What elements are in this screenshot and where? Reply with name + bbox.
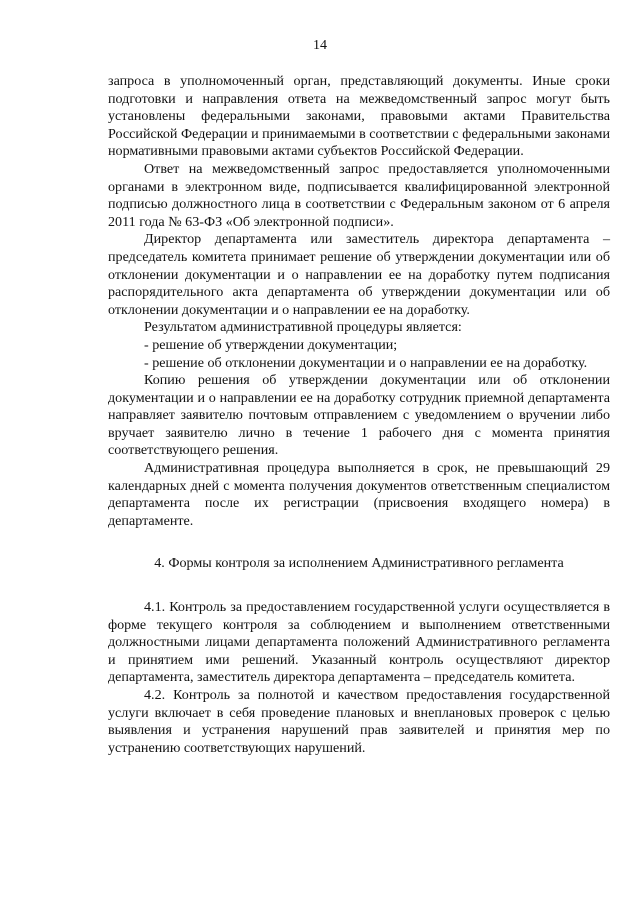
paragraph-4-1: 4.1. Контроль за предоставлением государственной услуги осуществляется в форме текущего контроля за соблюдением и выполнением ответственными должностными лицами департамента положений Административного регламента и принятием ими решений. Указанный контроль осуществляют директор департамента, заместитель директора департамента – председатель комитета. — [108, 599, 610, 686]
paragraph-decision-copy: Копию решения об утверждении документации или об отклонении документации и о направлении ее на доработку сотрудник приемной департамента направляет заявителю почтовым отправлением с уведомлением о вручении либо вручает заявителю лично в течение 1 рабочего дня с момента принятия соответствующего решения. — [108, 372, 610, 459]
page-number: 14 — [313, 38, 327, 53]
paragraph-4-2: 4.2. Контроль за полнотой и качеством предоставления государственной услуги включает в себя проведение плановых и внеплановых проверок с целью выявления и устранения нарушений прав заявителей и принятия мер по устранению соответствующих нарушений. — [108, 687, 610, 756]
paragraph-result-intro: Результатом административной процедуры является: — [144, 319, 462, 336]
paragraph-director-decision: Директор департамента или заместитель директора департамента – председатель комитета принимает решение об утверждении документации или об отклонении документации и о направлении ее на доработку путем подписания распорядительного акта департамента об утверждении документации или об отклонении документации и о направлении ее на доработку. — [108, 231, 610, 318]
section-heading: 4. Формы контроля за исполнением Административного регламента — [154, 555, 564, 572]
paragraph-continuation: запроса в уполномоченный орган, представляющий документы. Иные сроки подготовки и направления ответа на межведомственный запрос могут быть установлены федеральными законами, правовыми актами Правительства Российской Федерации и принимаемыми в соответствии с федеральными законами нормативными правовыми актами субъектов Российской Федерации. — [108, 73, 610, 160]
paragraph-deadline: Административная процедура выполняется в срок, не превышающий 29 календарных дней с момента получения документов ответственным специалистом департамента после их регистрации (присвоения входящего номера) в департаменте. — [108, 460, 610, 529]
document-body — [108, 73, 610, 757]
paragraph-response: Ответ на межведомственный запрос предоставляется уполномоченными органами в электронном виде, подписывается квалифицированной электронной подписью должностного лица в соответствии с Федеральным законом от 6 апреля 2011 года № 63-ФЗ «Об электронной подписи». — [108, 160, 610, 230]
list-item-rejection: - решение об отклонении документации и о направлении ее на доработку. — [144, 354, 588, 371]
list-item-approval: - решение об утверждении документации; — [144, 336, 398, 353]
